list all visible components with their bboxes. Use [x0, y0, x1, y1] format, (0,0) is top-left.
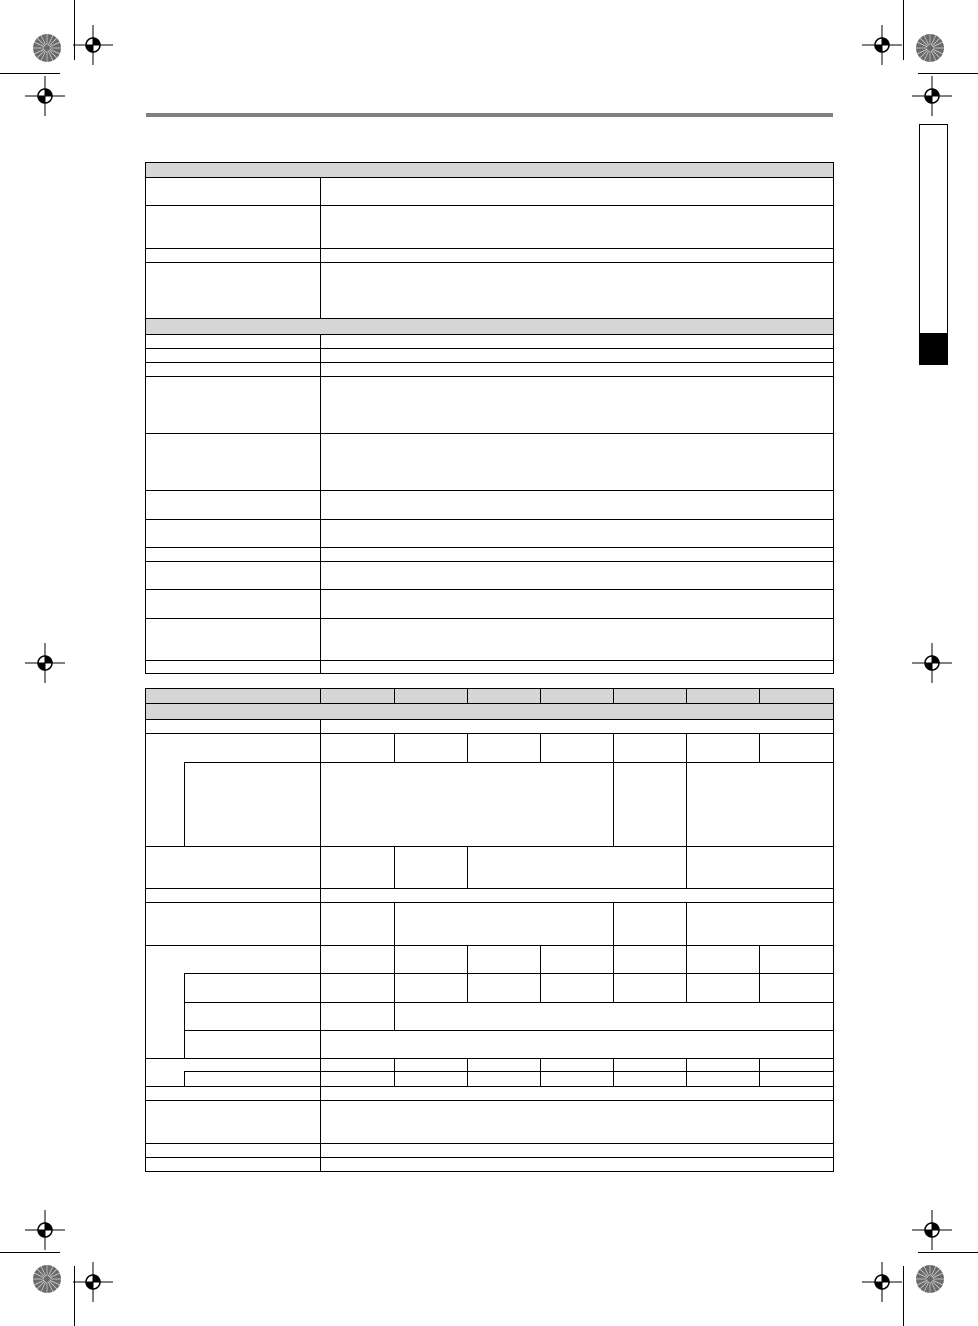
table-subrow-divider — [184, 762, 833, 763]
table-row-divider — [146, 433, 833, 434]
table-row-divider — [146, 846, 833, 847]
table-column-divider — [686, 689, 687, 704]
trim-line-top-right-vertical — [903, 0, 904, 60]
table-column-divider — [686, 902, 687, 946]
table-row-divider — [146, 561, 833, 562]
table-column-divider — [320, 689, 321, 704]
registration-mark-icon — [862, 25, 902, 65]
table-row-divider — [146, 262, 833, 263]
table-row-divider — [146, 902, 833, 903]
table-column-divider — [394, 1002, 395, 1031]
table-column-header-row — [146, 689, 833, 703]
trim-line-left-top-horizontal — [0, 73, 60, 74]
table-column-divider — [467, 689, 468, 704]
table-row-divider — [146, 1100, 833, 1101]
table-row-divider — [146, 1086, 833, 1087]
table-row-divider — [146, 888, 833, 889]
trim-line-right-bottom-horizontal — [918, 1252, 978, 1253]
table-row-divider — [146, 547, 833, 548]
table-column-divider — [467, 733, 468, 763]
starburst-target-icon — [915, 1264, 945, 1294]
table-row-divider — [146, 719, 833, 720]
trim-line-left-bottom-horizontal — [0, 1252, 60, 1253]
table-row-divider — [146, 589, 833, 590]
table-row-divider — [146, 660, 833, 661]
registration-mark-icon — [25, 643, 65, 683]
table-column-divider — [686, 733, 687, 763]
table-row-divider — [146, 945, 833, 946]
table-column-divider — [759, 1058, 760, 1087]
table-column-divider — [759, 945, 760, 1002]
registration-mark-icon — [912, 643, 952, 683]
table-column-divider — [540, 1058, 541, 1087]
table-row-divider — [146, 205, 833, 206]
table-row-divider — [146, 490, 833, 491]
table-column-divider — [394, 733, 395, 763]
table-row-divider — [146, 1058, 833, 1059]
spec-table-general — [145, 162, 834, 674]
table-column-divider — [394, 945, 395, 1002]
table-column-divider — [686, 1058, 687, 1087]
table-row-divider — [146, 362, 833, 363]
registration-mark-icon — [912, 1210, 952, 1250]
registration-mark-icon — [25, 1210, 65, 1250]
table-column-divider — [467, 846, 468, 889]
table-column-divider — [686, 762, 687, 847]
table-column-divider — [613, 945, 614, 1002]
table-column-divider — [759, 689, 760, 704]
table-column-divider — [467, 1058, 468, 1087]
table-column-divider — [320, 177, 321, 319]
registration-mark-icon — [73, 25, 113, 65]
table-column-divider — [613, 1058, 614, 1087]
table-column-divider — [613, 689, 614, 704]
table-column-divider — [540, 733, 541, 763]
table-subrow-divider — [184, 973, 833, 974]
section-thumb-tab[interactable] — [919, 124, 948, 334]
table-column-divider — [394, 1058, 395, 1087]
table-column-divider — [540, 945, 541, 1002]
table-column-divider — [613, 902, 614, 946]
table-column-divider — [394, 689, 395, 704]
table-column-divider — [184, 1071, 185, 1086]
table-row-divider — [146, 334, 833, 335]
table-column-divider — [540, 689, 541, 704]
table-section-header — [146, 163, 833, 177]
registration-mark-icon — [73, 1262, 113, 1302]
table-column-divider — [184, 973, 185, 1058]
table-row-divider — [146, 519, 833, 520]
table-column-divider — [759, 733, 760, 763]
table-column-divider — [467, 945, 468, 1002]
table-subrow-divider — [184, 1002, 833, 1003]
table-column-divider — [686, 846, 687, 889]
table-row-divider — [146, 733, 833, 734]
table-row-divider — [146, 318, 833, 319]
table-row-divider — [146, 1157, 833, 1158]
table-column-divider — [320, 719, 321, 1171]
table-column-divider — [394, 902, 395, 946]
trim-line-bottom-right-vertical — [903, 1266, 904, 1326]
table-subrow-divider — [184, 1071, 833, 1072]
section-thumb-tab-marker — [919, 333, 948, 365]
table-row-divider — [146, 618, 833, 619]
header-rule — [146, 113, 833, 117]
table-column-divider — [394, 846, 395, 889]
table-column-divider — [320, 334, 321, 673]
starburst-target-icon — [32, 1264, 62, 1294]
registration-mark-icon — [25, 76, 65, 116]
table-row-divider — [146, 703, 833, 704]
registration-mark-icon — [862, 1262, 902, 1302]
spec-table-models — [145, 688, 834, 1172]
table-subrow-divider — [184, 1030, 833, 1031]
trim-line-right-top-horizontal — [918, 73, 978, 74]
table-row-divider — [146, 348, 833, 349]
table-column-divider — [184, 762, 185, 846]
table-section-header — [146, 319, 833, 334]
starburst-target-icon — [32, 33, 62, 63]
table-section-header — [146, 704, 833, 719]
table-row-divider — [146, 248, 833, 249]
registration-mark-icon — [912, 76, 952, 116]
table-row-divider — [146, 376, 833, 377]
table-column-divider — [686, 945, 687, 1002]
table-row-divider — [146, 1143, 833, 1144]
starburst-target-icon — [915, 33, 945, 63]
table-column-divider — [613, 762, 614, 847]
table-row-divider — [146, 177, 833, 178]
table-column-divider — [613, 733, 614, 763]
